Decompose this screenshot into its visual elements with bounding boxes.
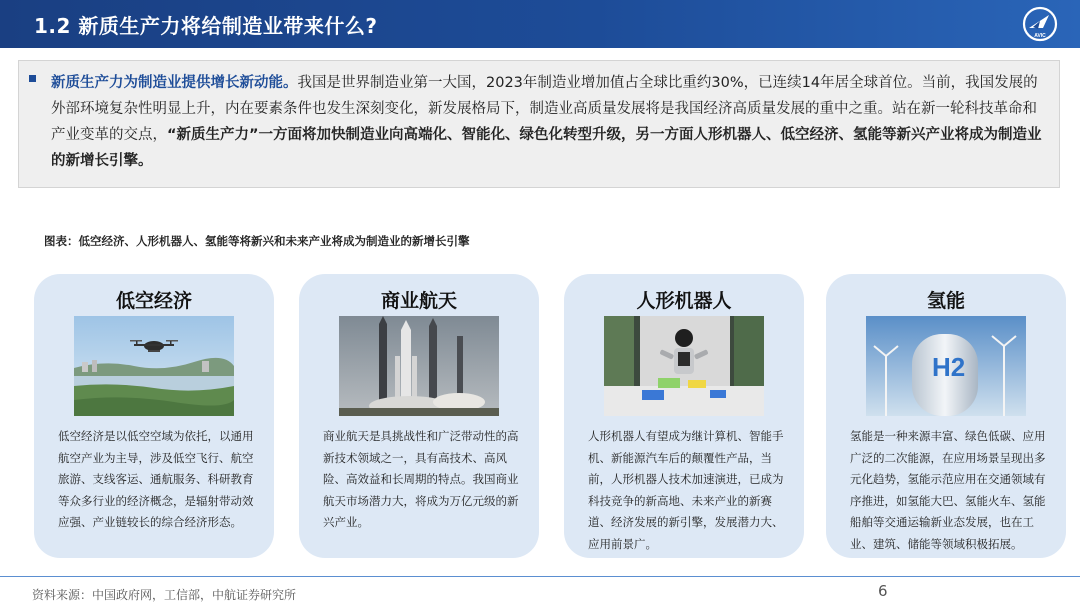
page-title: 1.2 新质生产力将给制造业带来什么? — [34, 14, 378, 38]
card-title: 氢能 — [926, 290, 965, 312]
humanoid-robot-photo-icon — [604, 316, 764, 416]
intro-box — [18, 60, 1060, 188]
rocket-launch-photo-icon — [339, 316, 499, 416]
hydrogen-h2-photo-icon — [866, 316, 1026, 416]
card-low-altitude-economy — [34, 274, 274, 558]
card-title: 商业航天 — [380, 290, 457, 312]
footer-divider — [0, 576, 1080, 577]
card-humanoid-robot — [564, 274, 804, 558]
avic-logo-icon — [1022, 6, 1058, 42]
card-commercial-aerospace — [299, 274, 539, 558]
intro-lead: 新质生产力为制造业提供增长新动能。 — [51, 75, 298, 91]
card-text: 低空经济是以低空空域为依托，以通用航空产业为主导，涉及低空飞行、航空旅游、支线客运、通航服务、科研教育等众多行业的经济概念，是辐射带动效应强、产业链较长的综合经济形态。 — [58, 429, 254, 529]
svg-text:H2: H2 — [932, 352, 966, 382]
card-title: 低空经济 — [115, 290, 192, 312]
figure-caption: 图表：低空经济、人形机器人、氢能等将新兴和未来产业将成为制造业的新增长引擎 — [44, 234, 470, 248]
card-text: 氢能是一种来源丰富、绿色低碳、应用广泛的二次能源，在应用场景呈现出多元化趋势，氢能示范应用在交通领域有序推进，如氢能大巴、氢能火车、氢能船舶等交通运输新业态发展，也在工业、建筑、储能等领域积极拓展。 — [850, 429, 1046, 551]
card-text: 人形机器人有望成为继计算机、智能手机、新能源汽车后的颠覆性产品，当前，人形机器人技术加速演进，已成为科技竞争的新高地、未来产业的新赛道、经济发展的新引擎，发展潜力大、应用前景广。 — [588, 429, 784, 551]
intro-paragraph — [51, 70, 1051, 174]
bullet-square-icon — [29, 75, 36, 82]
svg-text:AVIC: AVIC — [1034, 33, 1046, 39]
intro-body: 我国是世界制造业第一大国，2023年制造业增加值占全球比重约30%，已连续14年居全球首位。当前，我国发展的外部环境复杂性明显上升，内在要素条件也发生深刻变化，新发展格局下，制造业高质量发展将是我国经济高质量发展的重中之重。站在新一轮科技革命和产业变革的交点， — [51, 75, 1038, 143]
intro-bold: “新质生产力”一方面将加快制造业向高端化、智能化、绿色化转型升级，另一方面人形机器人、低空经济、氢能等新兴产业将成为制造业的新增长引擎。 — [51, 127, 1042, 169]
card-title: 人形机器人 — [636, 290, 732, 312]
page-number: 6 — [878, 582, 888, 600]
footer-source: 资料来源：中国政府网，工信部，中航证券研究所 — [32, 588, 297, 602]
title-bar — [0, 0, 1080, 48]
card-hydrogen-energy — [826, 274, 1066, 558]
card-text: 商业航天是具挑战性和广泛带动性的高新技术领域之一，具有高技术、高风险、高效益和长周期的特点。我国商业航天市场潜力大，将成为万亿元级的新兴产业。 — [323, 429, 519, 529]
drone-over-lake-photo-icon — [74, 316, 234, 416]
